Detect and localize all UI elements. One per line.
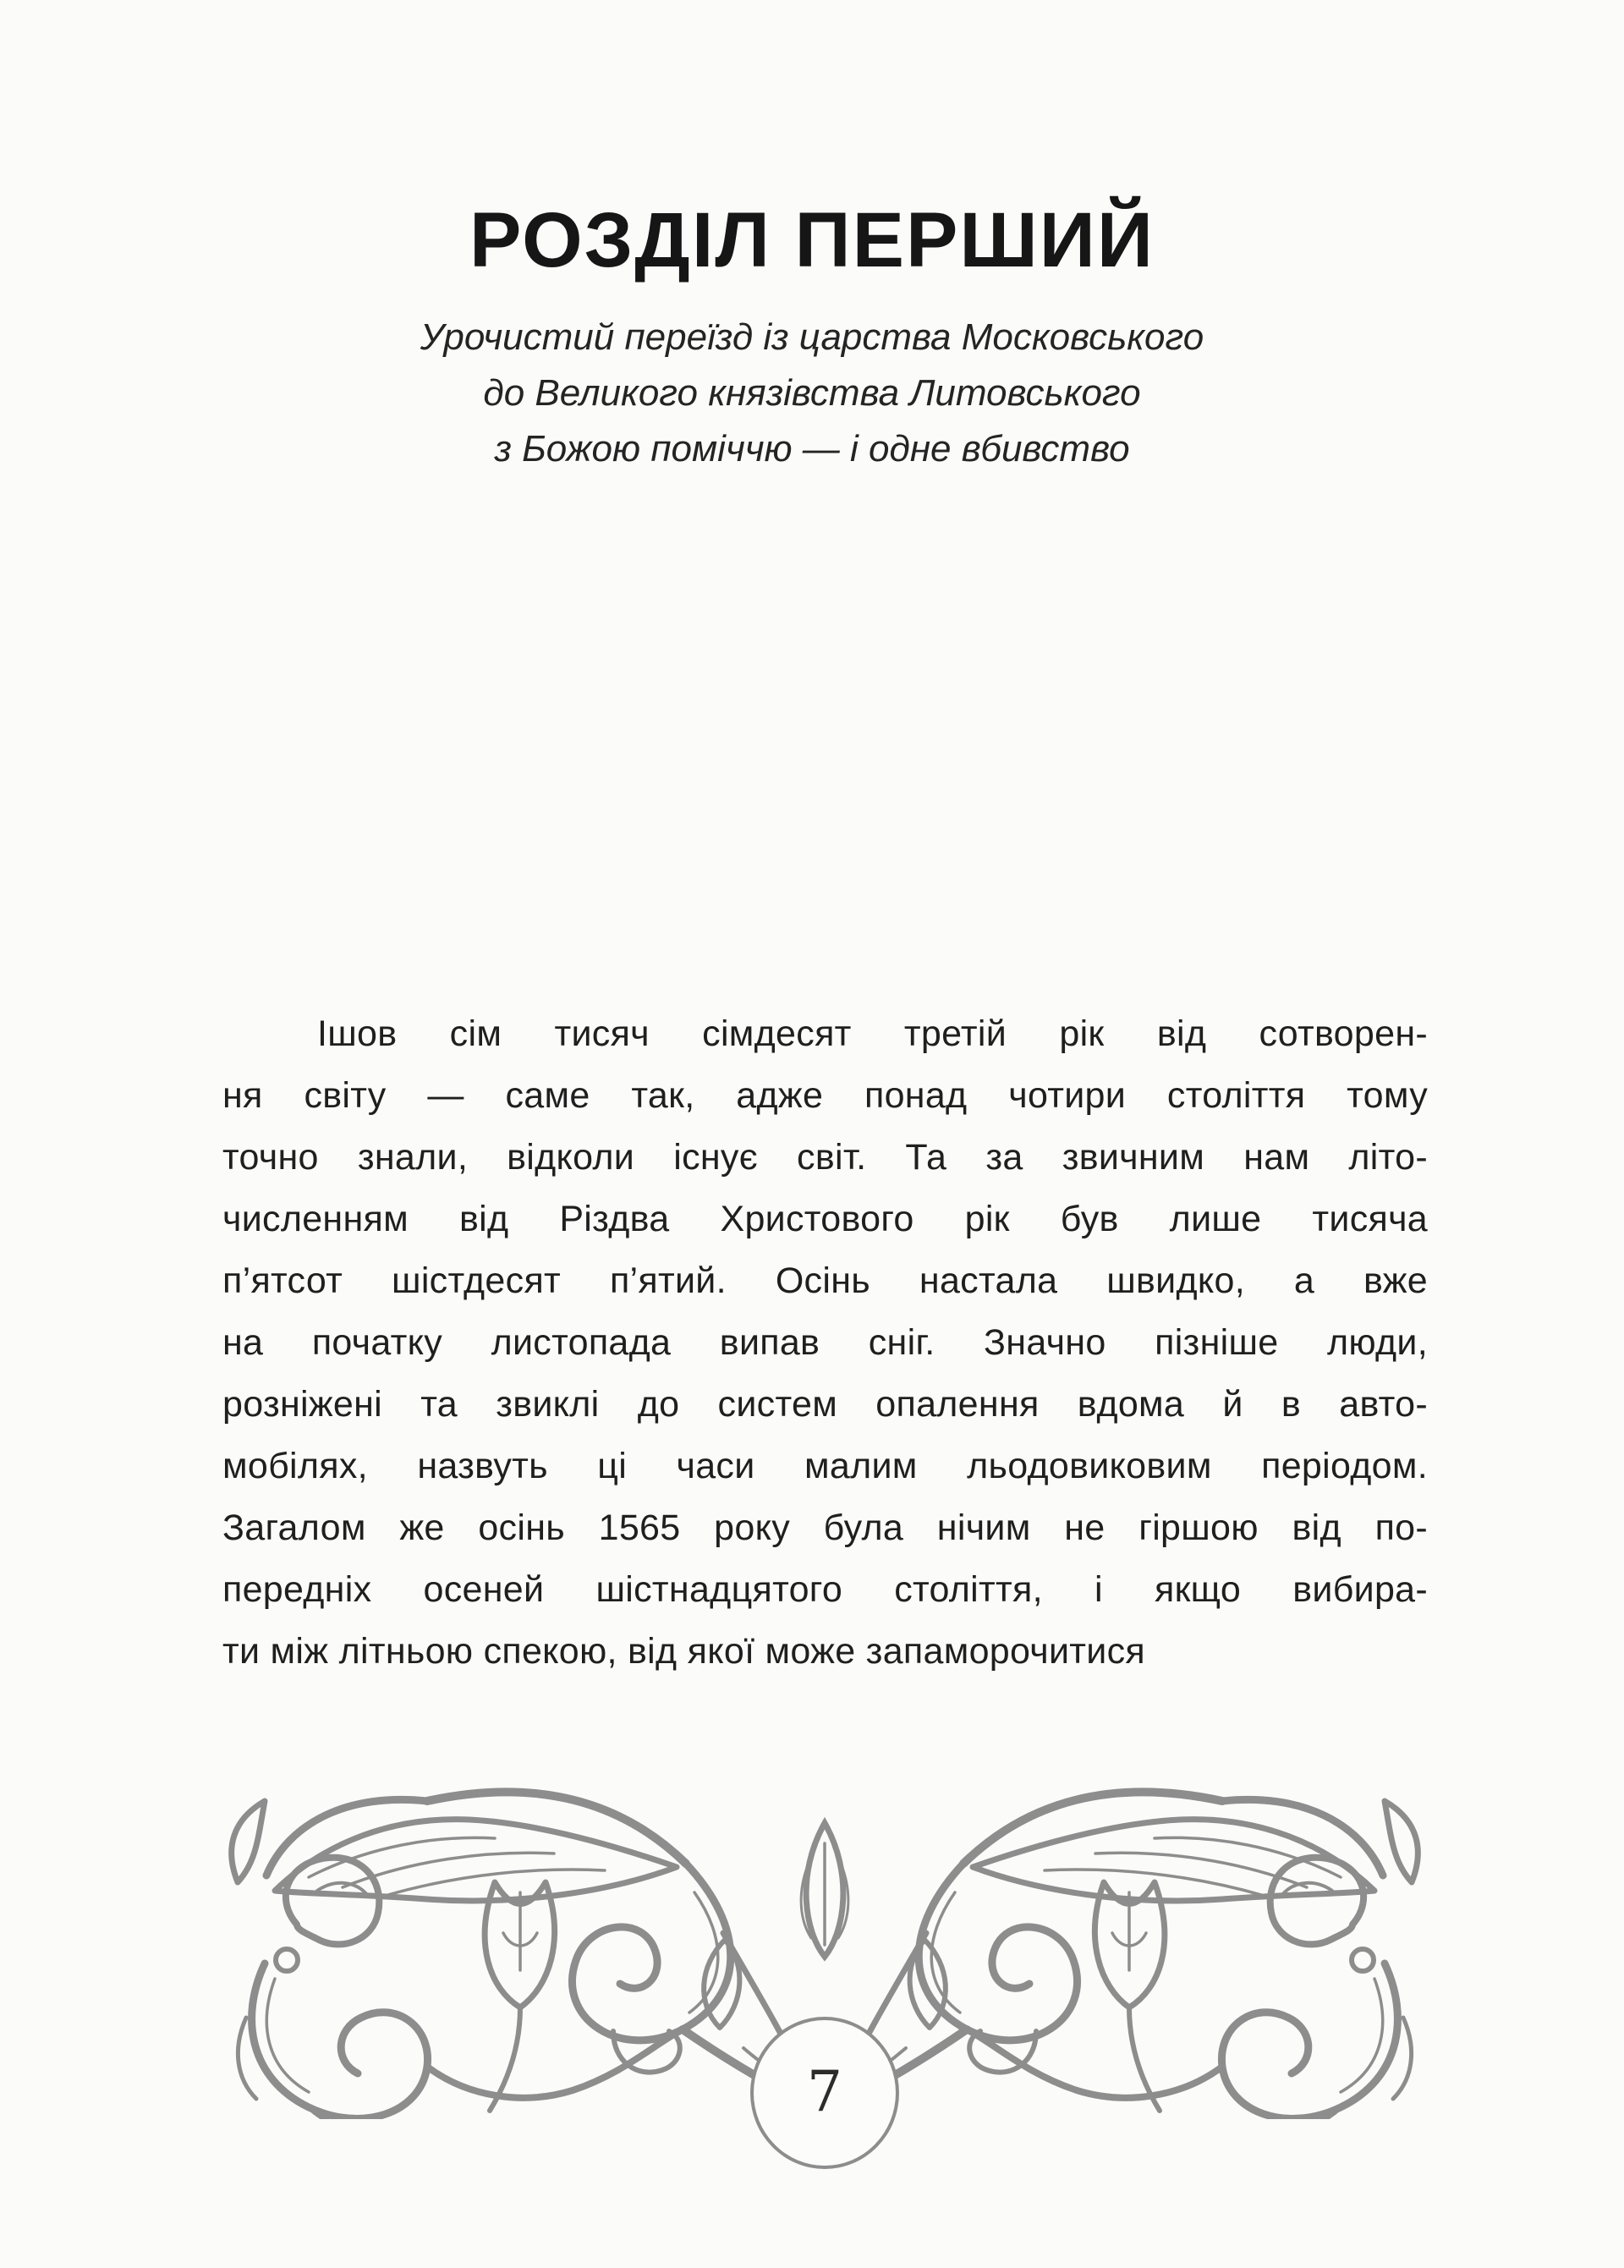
subtitle-line: з Божою поміччю — і одне вбивство: [494, 428, 1130, 470]
page-number-badge: [750, 2017, 899, 2169]
body-line: на початку листопада випав сніг. Значно пізніше люди,: [222, 1322, 1428, 1363]
chapter-subtitle: [0, 310, 1624, 477]
body-line: ня світу — саме так, адже понад чотири століття тому: [222, 1075, 1428, 1116]
floral-ornament: [216, 1764, 1434, 2124]
body-line: мобілях, назвуть ці часи малим льодовиковим періодом.: [222, 1446, 1428, 1486]
subtitle-line: Урочистий переїзд із царства Московського: [420, 316, 1204, 358]
body-line: Загалом же осінь 1565 року була нічим не гіршою від по-: [222, 1507, 1428, 1548]
chapter-title: РОЗДІЛ ПЕРШИЙ: [469, 197, 1155, 283]
body-line: розніжені та звиклі до систем опалення вдома й в авто-: [222, 1384, 1428, 1425]
body-line: передніх осеней шістнадцятого століття, і якщо вибира-: [222, 1569, 1428, 1610]
body-line: ти між літньою спекою, від якої може запаморочитися: [222, 1631, 1145, 1672]
body-line: точно знали, відколи існує світ. Та за звичним нам літо-: [222, 1137, 1428, 1178]
body-line: численням від Різдва Христового рік був лише тисяча: [222, 1199, 1428, 1239]
page-number: 7: [807, 2058, 842, 2124]
body-line: п’ятсот шістдесят п’ятий. Осінь настала швидко, а вже: [222, 1260, 1428, 1301]
body-paragraph: [222, 1003, 1428, 1683]
body-line: Ішов сім тисяч сімдесят третій рік від сотворен-: [317, 1013, 1428, 1054]
subtitle-line: до Великого князівства Литовського: [483, 372, 1141, 414]
